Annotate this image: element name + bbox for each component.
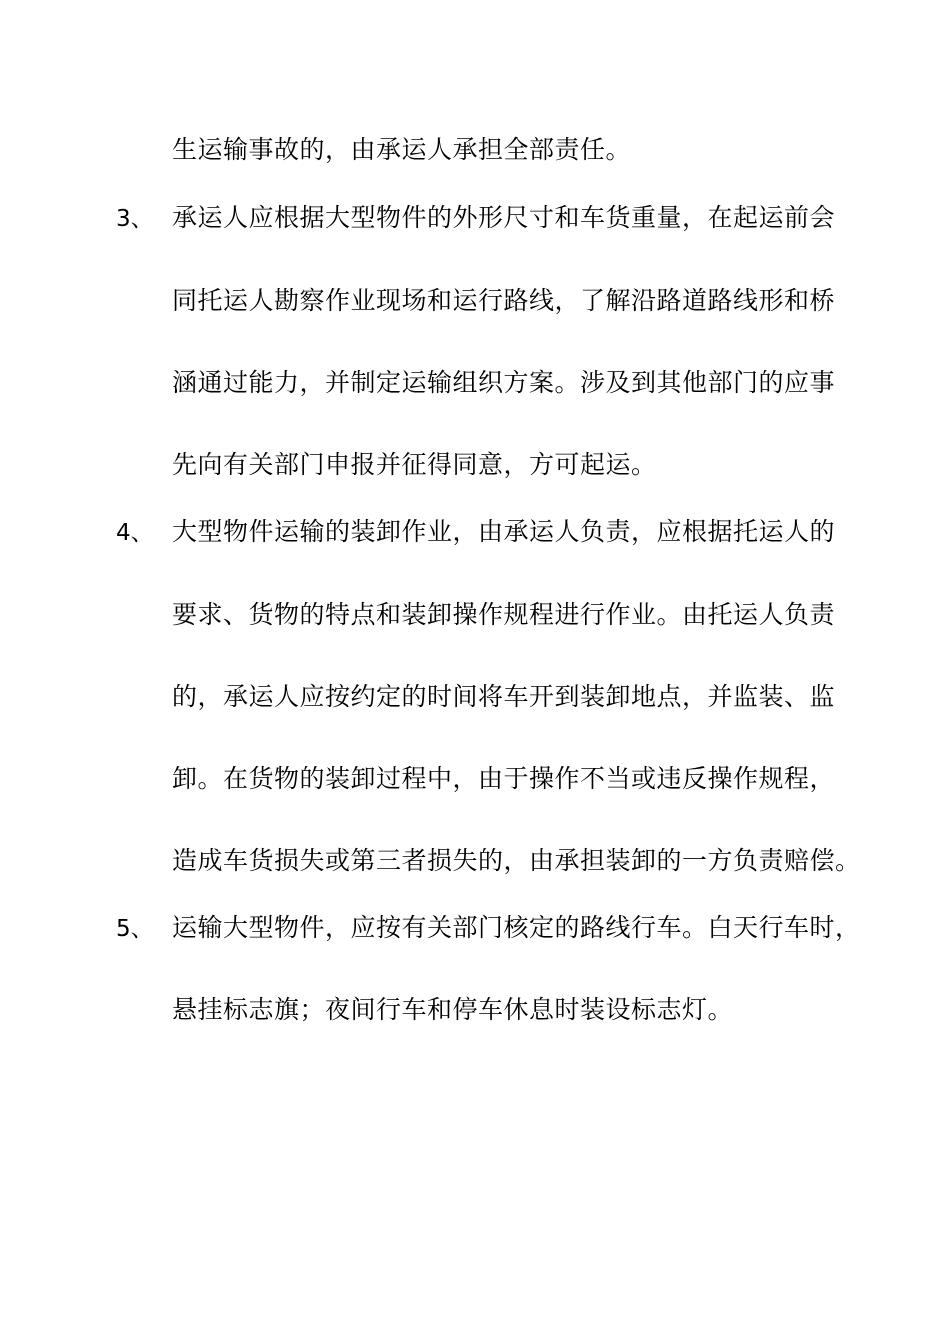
item-4-line-3: 的，承运人应按约定的时间将车开到装卸地点，并监装、监: [172, 682, 836, 711]
item-3-number: 3、: [116, 206, 154, 232]
continuation-line-1: 生运输事故的，由承运人承担全部责任。: [172, 135, 632, 164]
item-4-line-2: 要求、货物的特点和装卸操作规程进行作业。由托运人负责: [172, 600, 836, 629]
item-4-number: 4、: [116, 520, 154, 546]
item-3-line-4: 先向有关部门申报并征得同意，方可起运。: [172, 450, 657, 479]
item-3-line-1: 承运人应根据大型物件的外形尺寸和车货重量，在起运前会: [172, 203, 836, 232]
item-3-line-3: 涵通过能力，并制定运输组织方案。涉及到其他部门的应事: [172, 368, 836, 397]
item-4-line-5: 造成车货损失或第三者损失的，由承担装卸的一方负责赔偿。: [172, 846, 861, 875]
item-3-line-2: 同托运人勘察作业现场和运行路线，了解沿路道路线形和桥: [172, 286, 836, 315]
item-4-line-4: 卸。在货物的装卸过程中，由于操作不当或违反操作规程，: [172, 764, 836, 793]
item-5-line-2: 悬挂标志旗；夜间行车和停车休息时装设标志灯。: [172, 995, 734, 1024]
item-5-line-1: 运输大型物件，应按有关部门核定的路线行车。白天行车时，: [172, 913, 861, 942]
item-4-line-1: 大型物件运输的装卸作业，由承运人负责，应根据托运人的: [172, 517, 836, 546]
item-5-number: 5、: [116, 916, 154, 942]
